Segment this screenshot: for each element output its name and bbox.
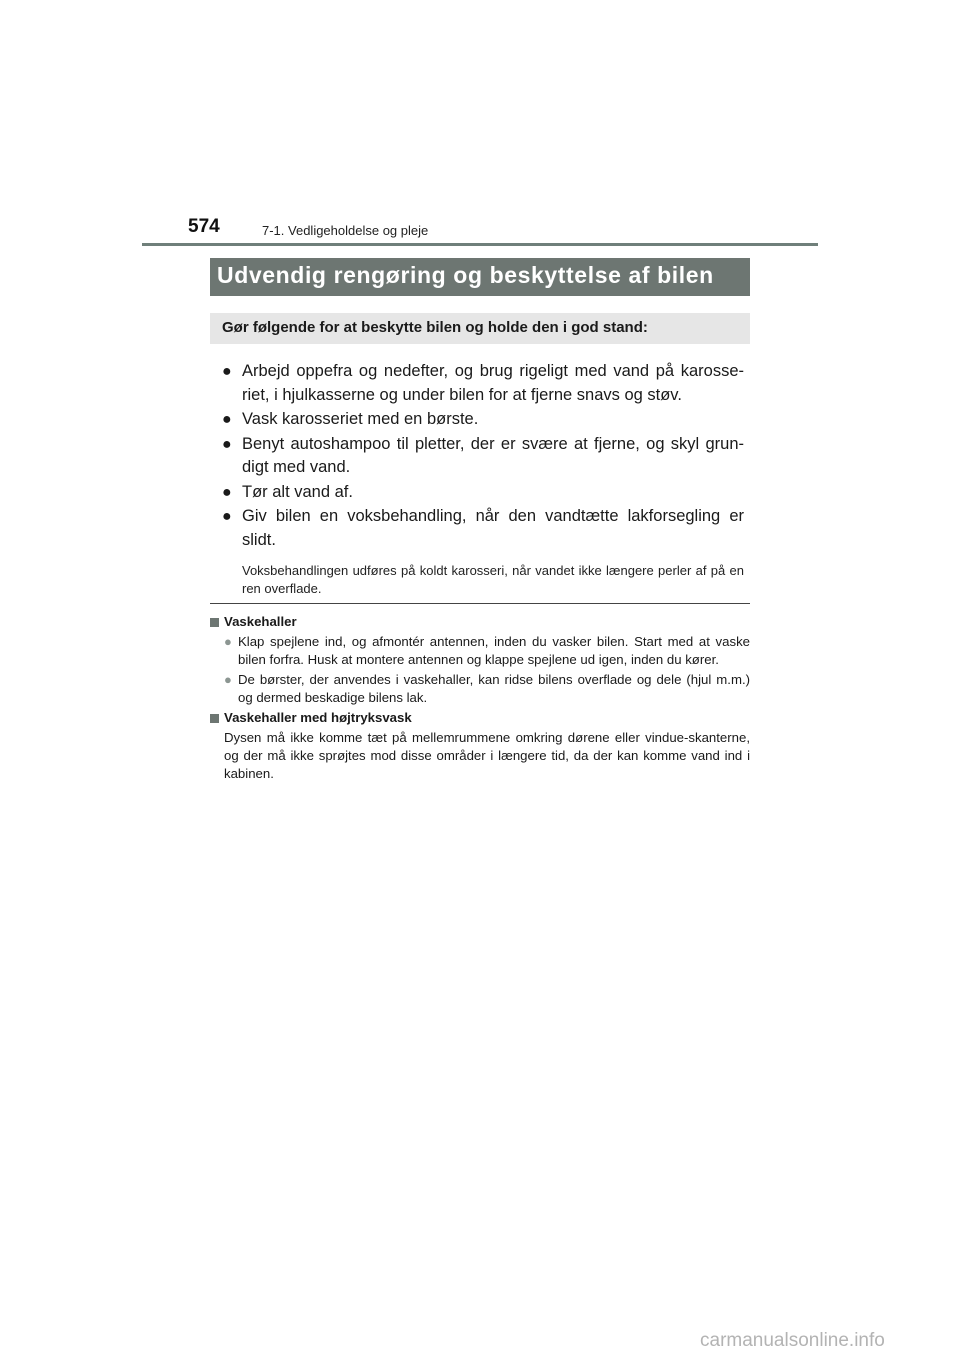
page-header [142,214,818,246]
bullet-dot-icon: ● [222,483,232,501]
info-item [210,671,750,707]
bullet-item [222,408,744,432]
info-item-text: Klap spejlene ind, og afmontér antennen, inden du vasker bilen. Start med at vaske bilen forfra. Husk at montere antennen og klappe spejlene ud igen, inden du kører. [238,634,750,667]
square-bullet-icon [210,618,219,627]
info-heading-text: Vaskehaller med højtryksvask [224,710,412,725]
intro-text: Gør følgende for at beskytte bilen og holde den i god stand: [222,319,648,336]
bullet-dot-icon: ● [222,435,232,453]
bullet-item [222,505,744,552]
info-body-text: Dysen må ikke komme tæt på mellemrummene omkring dørene eller vindue-skanterne, og der må ikke sprøjtes mod disse områder i længere tid, da der kan komme vand ind i kabinen. [224,730,750,781]
watermark: carmanualsonline.info [700,1330,885,1351]
bullet-text: Arbejd oppefra og nedefter, og brug rigeligt med vand på karosse-riet, i hjulkasserne og under bilen for at fjerne snavs og støv. [242,362,744,404]
section-divider [210,603,750,604]
page-number: 574 [188,216,220,237]
info-heading-text: Vaskehaller [224,614,297,629]
bullet-list [222,360,744,598]
bullet-text: Vask karosseriet med en børste. [242,410,479,428]
section-label: 7-1. Vedligeholdelse og pleje [262,223,429,238]
intro-band [210,313,750,344]
bullet-note: Voksbehandlingen udføres på koldt karosseri, når vandet ikke længere perler af på en ren overflade. [242,563,744,596]
bullet-dot-icon: ● [222,363,232,380]
bullet-dot-icon: ● [224,672,232,687]
square-bullet-icon [210,714,219,723]
bullet-dot-icon: ● [224,634,232,649]
page-title: Udvendig rengøring og beskyttelse af bilen [217,262,714,288]
bullet-text: Benyt autoshampoo til pletter, der er svære at fjerne, og skyl grun-digt med vand. [242,434,744,476]
info-item-text: De børster, der anvendes i vaskehaller, kan ridse bilens overflade og dele (hjul m.m.) og dermed beskadige bilens lak. [238,672,750,705]
bullet-dot-icon: ● [222,411,232,428]
title-band [210,258,750,296]
bullet-dot-icon: ● [222,508,232,525]
bullet-text: Giv bilen en voksbehandling, når den vandtætte lakforsegling er slidt. [242,507,744,549]
bullet-text: Tør alt vand af. [242,482,353,501]
info-section [210,611,750,783]
info-heading-high-pressure [210,709,750,727]
info-item [210,633,750,669]
header-rule [142,243,818,246]
bullet-item [222,433,744,480]
bullet-item [222,481,744,505]
info-heading-car-wash [210,613,750,631]
bullet-item [222,360,744,407]
